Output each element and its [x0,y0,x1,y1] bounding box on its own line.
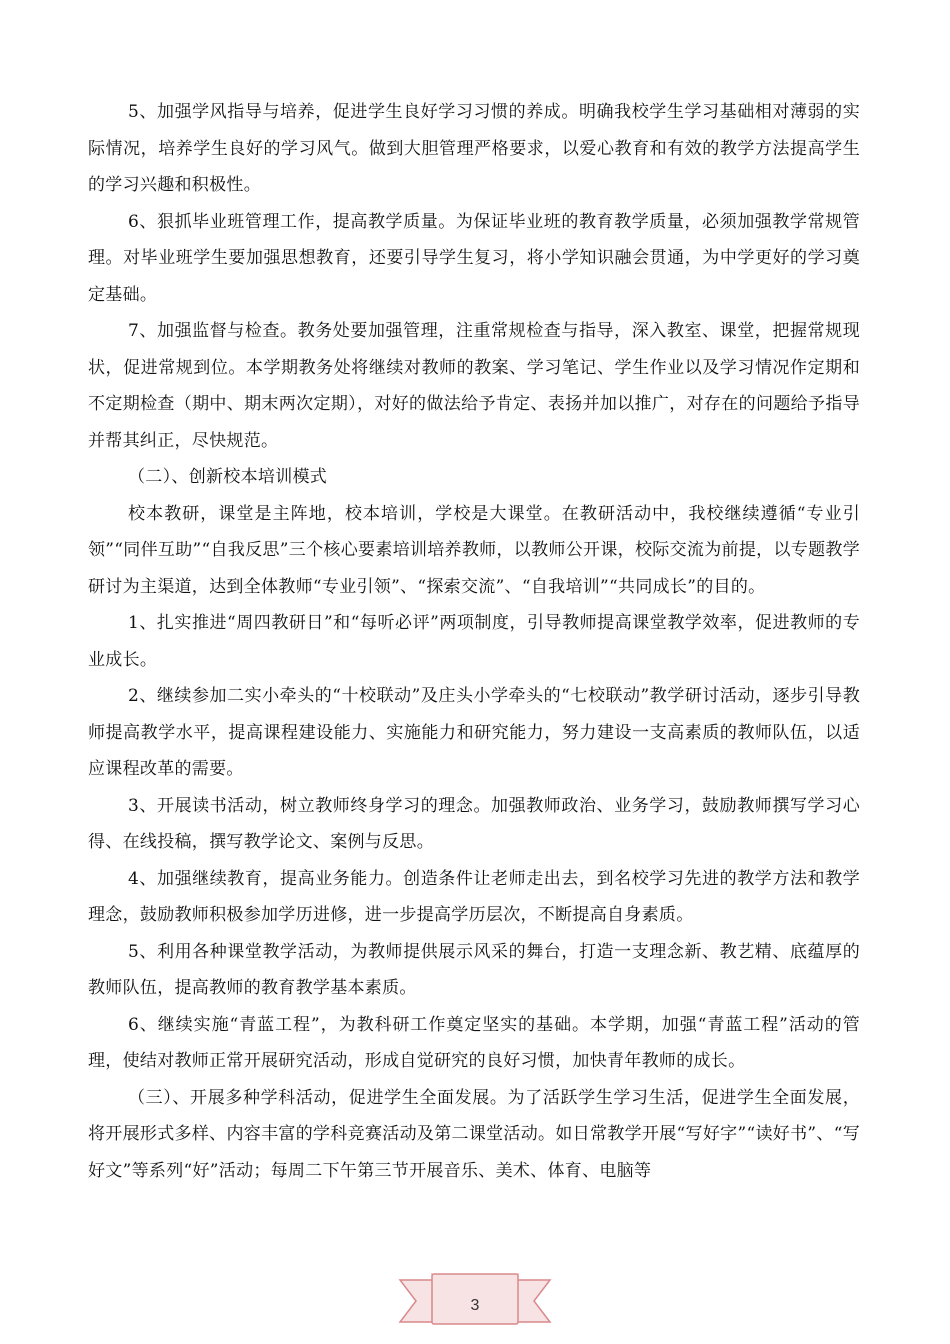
paragraph-item-5-teaching-activities: 5、利用各种课堂教学活动，为教师提供展示风采的舞台，打造一支理念新、教艺精、底蕴厚的教师队伍，提高教师的教育教学基本素质。 [88,941,860,998]
paragraph-section-3-activities: （三）、开展多种学科活动，促进学生全面发展。为了活跃学生学习生活，促进学生全面发展，将开展形式多样、内容丰富的学科竞赛活动及第二课堂活动。如日常教学开展“写好字”“读好书”、“写好文”等系列“好”活动；每周二下午第三节开展音乐、美术、体育、电脑等 [88,1087,860,1181]
document-body [88,94,860,1189]
page-footer [0,1272,950,1344]
paragraph-school-research: 校本教研，课堂是主阵地，校本培训，学校是大课堂。在教研活动中，我校继续遵循“专业引领”“同伴互助”“自我反思”三个核心要素培训培养教师，以教师公开课，校际交流为前提，以专题教学研讨为主渠道，达到全体教师“专业引领”、“探索交流”、“自我培训”“共同成长”的目的。 [88,503,860,597]
paragraph-item-6-qinglan-project: 6、继续实施“青蓝工程”，为教科研工作奠定坚实的基础。本学期，加强“青蓝工程”活动的管理，使结对教师正常开展研究活动，形成自觉研究的良好习惯，加快青年教师的成长。 [88,1014,860,1071]
section-heading-school-training: （二）、创新校本培训模式 [128,467,328,487]
paragraph-item-7-supervision: 7、加强监督与检查。教务处要加强管理，注重常规检查与指导，深入教室、课堂，把握常规现状，促进常规到位。本学期教务处将继续对教师的教案、学习笔记、学生作业以及学习情况作定期和不定期检查（期中、期末两次定期），对好的做法给予肯定、表扬并加以推广，对存在的问题给予指导并帮其纠正，尽快规范。 [88,321,860,451]
paragraph-item-3-reading: 3、开展读书活动，树立教师终身学习的理念。加强教师政治、业务学习，鼓励教师撰写学习心得、在线投稿，撰写教学论文、案例与反思。 [88,795,860,852]
paragraph-item-2-school-linkage: 2、继续参加二实小牵头的“十校联动”及庄头小学牵头的“七校联动”教学研讨活动，逐步引导教师提高教学水平，提高课程建设能力、实施能力和研究能力，努力建设一支高素质的教师队伍，以适应课程改革的需要。 [88,686,860,779]
paragraph-item-4-continuing-education: 4、加强继续教育，提高业务能力。创造条件让老师走出去，到名校学习先进的教学方法和教学理念，鼓励教师积极参加学历进修，进一步提高学历层次，不断提高自身素质。 [88,868,860,925]
page-number: 3 [470,1297,480,1314]
paragraph-item-5-study-habits: 5、加强学风指导与培养，促进学生良好学习习惯的养成。明确我校学生学习基础相对薄弱的实际情况，培养学生良好的学习风气。做到大胆管理严格要求，以爱心教育和有效的教学方法提高学生的学习兴趣和积极性。 [88,102,860,195]
paragraph-item-1-thursday-research: 1、扎实推进“周四教研日”和“每听必评”两项制度，引导教师提高课堂教学效率，促进教师的专业成长。 [88,613,860,670]
paragraph-item-6-graduating-class: 6、狠抓毕业班管理工作，提高教学质量。为保证毕业班的教育教学质量，必须加强教学常规管理。对毕业班学生要加强思想教育，还要引导学生复习，将小学知识融会贯通，为中学更好的学习奠定基础。 [88,211,860,305]
